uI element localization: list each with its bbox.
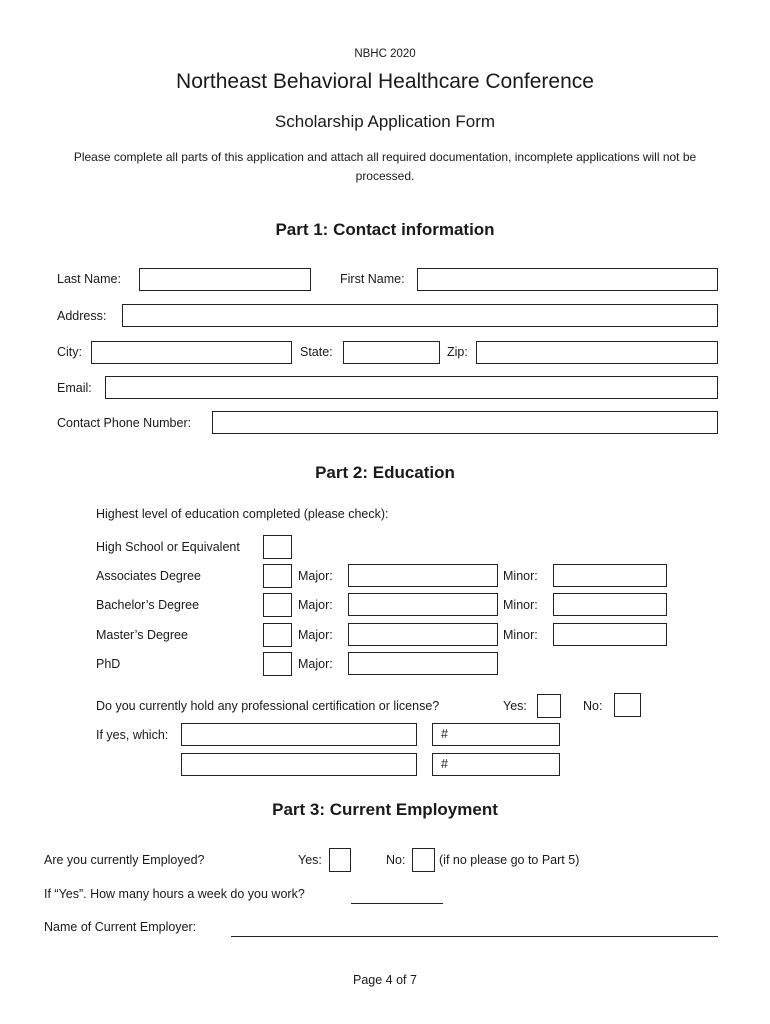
- employer-label: Name of Current Employer:: [44, 920, 197, 934]
- masters-minor-field[interactable]: [553, 623, 667, 646]
- masters-major-field[interactable]: [348, 623, 498, 646]
- level-associates-label: Associates Degree: [96, 569, 201, 583]
- certification-question: Do you currently hold any professional certification or license?: [96, 699, 440, 713]
- part3-heading: Part 3: Current Employment: [272, 800, 498, 819]
- phd-checkbox[interactable]: [263, 652, 292, 676]
- associates-major-label: Major:: [298, 569, 333, 583]
- employed-question: Are you currently Employed?: [44, 853, 205, 867]
- hours-question: If “Yes”. How many hours a week do you work?: [44, 887, 305, 901]
- bachelors-checkbox[interactable]: [263, 593, 292, 617]
- bachelors-minor-label: Minor:: [503, 598, 538, 612]
- level-high-school-label: High School or Equivalent: [96, 540, 240, 554]
- employed-no-note: (if no please go to Part 5): [439, 853, 580, 867]
- certification-number-field-2[interactable]: [432, 753, 560, 776]
- form-subtitle: Scholarship Application Form: [274, 112, 496, 131]
- instructions: Please complete all parts of this application and attach all required documentation, incomplete applications will not be processed.: [73, 150, 697, 183]
- associates-checkbox[interactable]: [263, 564, 292, 588]
- associates-major-field[interactable]: [348, 564, 498, 587]
- masters-minor-label: Minor:: [503, 628, 538, 642]
- form-title: Northeast Behavioral Healthcare Conference: [176, 70, 594, 93]
- state-label: State:: [300, 345, 333, 359]
- first-name-label: First Name:: [340, 272, 405, 286]
- certification-no-label: No:: [583, 699, 603, 713]
- associates-minor-field[interactable]: [553, 564, 667, 587]
- hash-label: #: [441, 757, 448, 771]
- masters-checkbox[interactable]: [263, 623, 292, 647]
- hours-field[interactable]: [351, 903, 443, 904]
- part2-heading: Part 2: Education: [315, 463, 455, 482]
- phone-label: Contact Phone Number:: [57, 416, 192, 430]
- first-name-field[interactable]: [417, 268, 718, 291]
- level-bachelors-label: Bachelor’s Degree: [96, 598, 200, 612]
- employer-field[interactable]: [231, 936, 718, 937]
- certification-name-field-2[interactable]: [181, 753, 417, 776]
- phone-field[interactable]: [212, 411, 718, 434]
- certification-yes-checkbox[interactable]: [537, 694, 561, 718]
- zip-label: Zip:: [447, 345, 468, 359]
- bachelors-major-field[interactable]: [348, 593, 498, 616]
- city-label: City:: [57, 345, 82, 359]
- zip-field[interactable]: [476, 341, 718, 364]
- education-prompt: Highest level of education completed (please check):: [96, 507, 389, 521]
- certification-number-field-1[interactable]: [432, 723, 560, 746]
- phd-major-label: Major:: [298, 657, 333, 671]
- state-field[interactable]: [343, 341, 440, 364]
- level-masters-label: Master’s Degree: [96, 628, 188, 642]
- employed-yes-checkbox[interactable]: [329, 848, 351, 872]
- hash-label: #: [441, 727, 448, 741]
- associates-minor-label: Minor:: [503, 569, 538, 583]
- employed-no-label: No:: [386, 853, 406, 867]
- address-label: Address:: [57, 309, 107, 323]
- phd-major-field[interactable]: [348, 652, 498, 675]
- page-number: Page 4 of 7: [353, 973, 417, 987]
- part1-heading: Part 1: Contact information: [275, 220, 495, 239]
- email-field[interactable]: [105, 376, 718, 399]
- masters-major-label: Major:: [298, 628, 333, 642]
- last-name-field[interactable]: [139, 268, 311, 291]
- employed-no-checkbox[interactable]: [412, 848, 435, 872]
- address-field[interactable]: [122, 304, 718, 327]
- bachelors-major-label: Major:: [298, 598, 333, 612]
- last-name-label: Last Name:: [57, 272, 121, 286]
- form-code: NBHC 2020: [354, 48, 416, 60]
- certification-no-checkbox[interactable]: [614, 693, 641, 717]
- bachelors-minor-field[interactable]: [553, 593, 667, 616]
- city-field[interactable]: [91, 341, 292, 364]
- if-yes-label: If yes, which:: [96, 728, 169, 742]
- certification-yes-label: Yes:: [503, 699, 527, 713]
- high-school-checkbox[interactable]: [263, 535, 292, 559]
- email-label: Email:: [57, 381, 92, 395]
- level-phd-label: PhD: [96, 657, 121, 671]
- employed-yes-label: Yes:: [298, 853, 322, 867]
- certification-name-field-1[interactable]: [181, 723, 417, 746]
